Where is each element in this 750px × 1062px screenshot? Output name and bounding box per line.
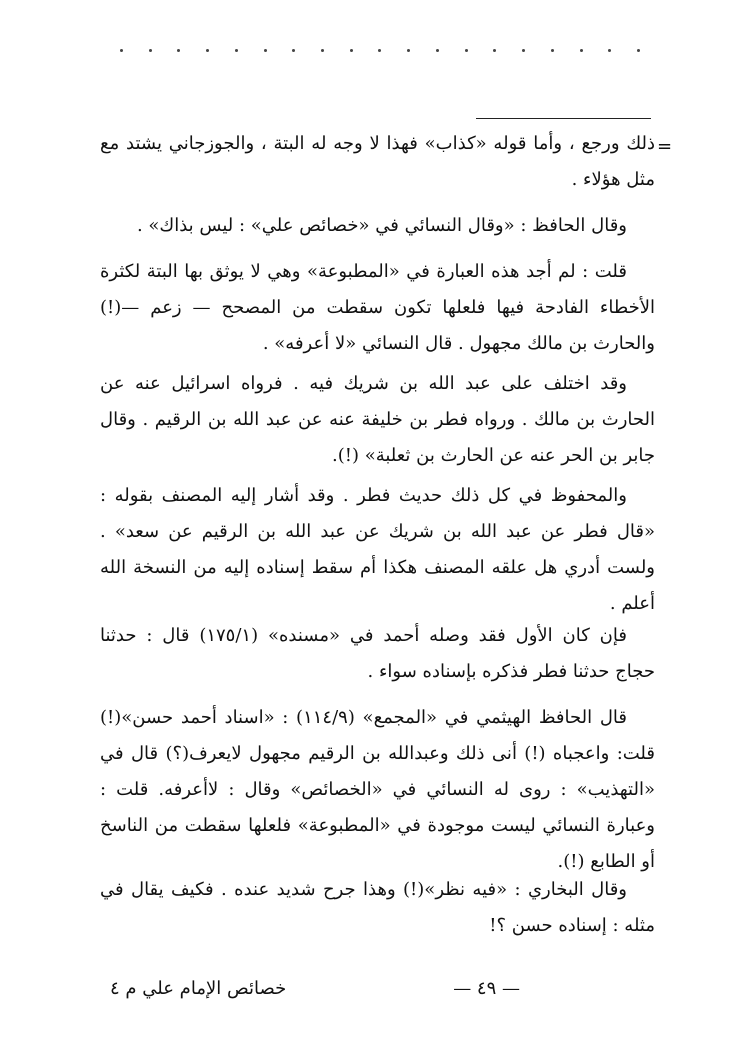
paragraph-text: فإن كان الأول فقد وصله أحمد في «مسنده» (١٧٥/١) قال : حدثنا حجاج حدثنا فطر فذكره بإسناده سواء . xyxy=(100,625,655,682)
dot xyxy=(580,49,583,52)
paragraph-8 xyxy=(100,872,655,944)
decorative-dots-row xyxy=(120,40,640,60)
dot xyxy=(465,49,468,52)
dot xyxy=(378,49,381,52)
paragraph-text: وقال البخاري : «فيه نظر»(!) وهذا جرح شديد عنده . فكيف يقال في مثله : إسناده حسن ؟! xyxy=(100,879,655,936)
dot xyxy=(551,49,554,52)
running-book-title: خصائص الإمام علي م ٤ xyxy=(110,977,287,999)
dot xyxy=(436,49,439,52)
dot xyxy=(149,49,152,52)
paragraph-text: وقد اختلف على عبد الله بن شريك فيه . فرواه اسرائيل عنه عن الحارث بن مالك . ورواه فطر بن خليفة عنه عن عبد الله بن الرقيم . وقال جابر بن الحر عنه عن الحارث بن ثعلبة» (!). xyxy=(100,373,655,466)
paragraph-4 xyxy=(100,366,655,474)
paragraph-text: قال الحافظ الهيثمي في «المجمع» (١١٤/٩) : «اسناد أحمد حسن»(!) قلت: واعجباه (!) أنى ذلك وعبدالله بن الرقيم مجهول لايعرف(؟) قال في «التهذيب» : روى له النسائي في «الخصائص» وقال : لاأعرفه. قلت : وعبارة النسائي ليست موجودة في «المطبوعة» فلعلها سقطت من الناسخ أو الطابع (!). xyxy=(100,707,655,872)
footnote-separator-rule xyxy=(476,118,651,119)
dot xyxy=(292,49,295,52)
dot xyxy=(321,49,324,52)
page-number: — ٤٩ — xyxy=(453,977,520,999)
dot xyxy=(120,49,123,52)
paragraph-6 xyxy=(100,618,655,690)
paragraph-3 xyxy=(100,254,655,362)
paragraph-text: ذلك ورجع ، وأما قوله «كذاب» فهذا لا وجه له البتة ، والجوزجاني يشتد مع مثل هؤلاء . xyxy=(100,133,655,190)
dot xyxy=(522,49,525,52)
paragraph-text: قلت : لم أجد هذه العبارة في «المطبوعة» وهي لا يوثق بها البتة لكثرة الأخطاء الفادحة فيها فلعلها تكون سقطت من المصحح — زعم —(!) والحارث بن مالك مجهول . قال النسائي «لا أعرفه» . xyxy=(100,261,655,354)
paragraph-text: وقال الحافظ : «وقال النسائي في «خصائص علي» : ليس بذاك» . xyxy=(136,215,627,236)
dot xyxy=(608,49,611,52)
dot xyxy=(407,49,410,52)
dot xyxy=(637,49,640,52)
dot xyxy=(493,49,496,52)
paragraph-1 xyxy=(100,126,655,198)
paragraph-text: والمحفوظ في كل ذلك حديث فطر . وقد أشار إليه المصنف بقوله : «قال فطر عن عبد الله بن شريك عن عبد الله بن الرقيم عن سعد» . ولست أدري هل علقه المصنف هكذا أم سقط إسناده إليه من النسخة الله أعلم . xyxy=(100,485,655,614)
paragraph-2 xyxy=(100,208,655,244)
dot xyxy=(206,49,209,52)
dot xyxy=(264,49,267,52)
dot xyxy=(350,49,353,52)
paragraph-5 xyxy=(100,478,655,622)
dot xyxy=(235,49,238,52)
paragraph-7 xyxy=(100,700,655,880)
dot xyxy=(177,49,180,52)
footnote-continuation-mark: = xyxy=(657,136,673,157)
page-footer xyxy=(110,968,630,1008)
